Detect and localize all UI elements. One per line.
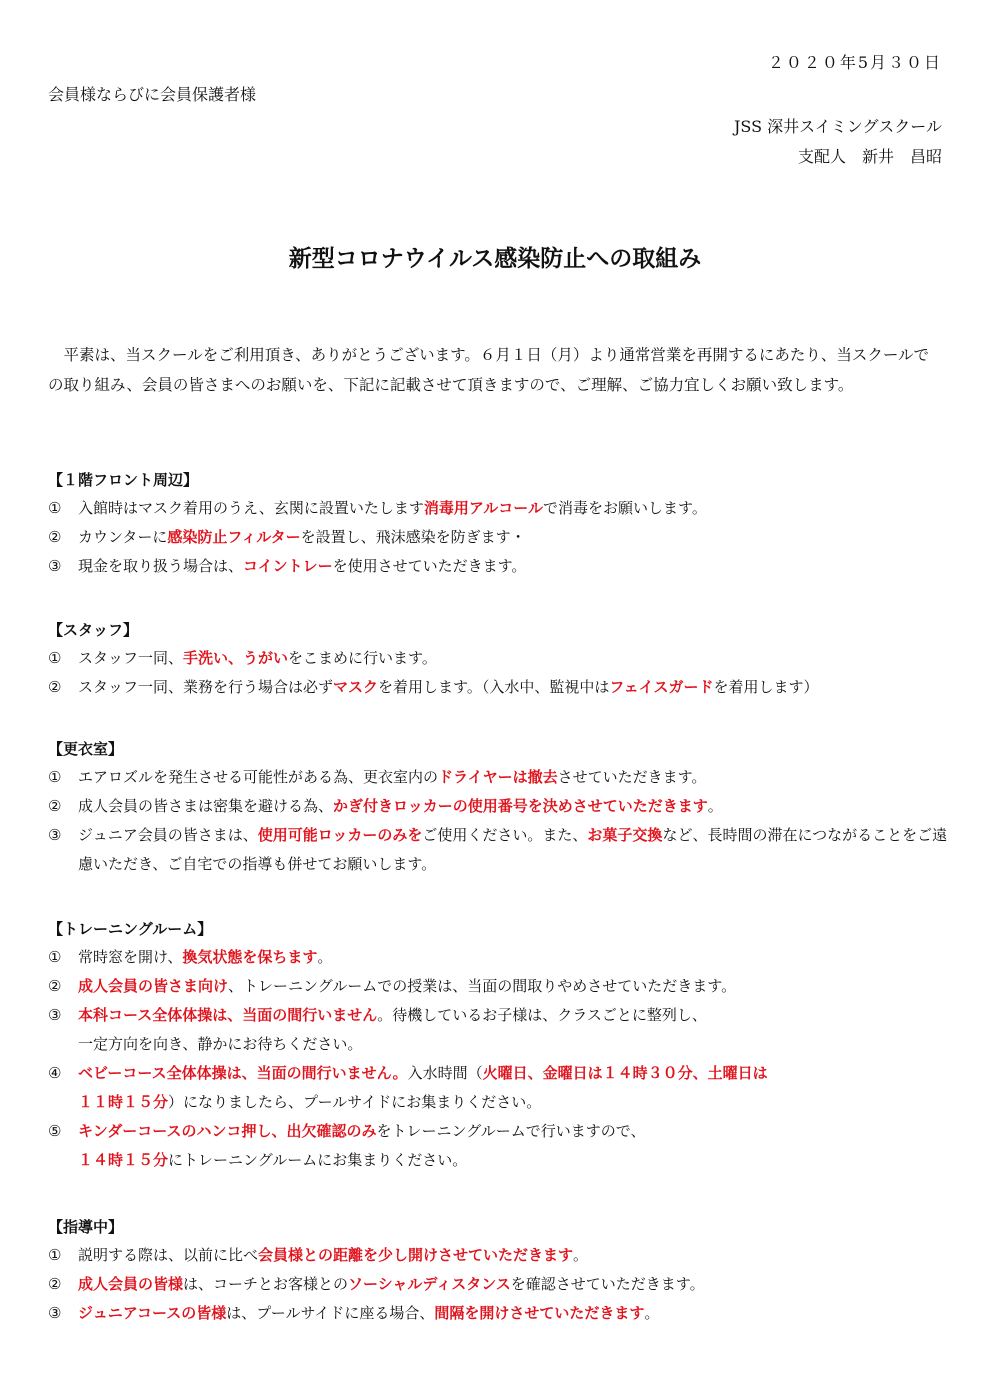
item-number: ⑤ [48, 1122, 62, 1140]
highlight-text: キンダーコースのハンコ押し、出欠確認のみ [78, 1122, 377, 1140]
section-staff [48, 616, 948, 702]
list-item [48, 792, 948, 821]
item-text [78, 644, 948, 673]
body-text: 成人会員の皆さまは密集を避ける為、 [78, 797, 334, 815]
list-item [48, 1241, 948, 1270]
item-number: ② [48, 797, 62, 815]
body-text: を使用させていただきます。 [332, 557, 527, 575]
body-text: 。 [573, 1246, 589, 1264]
body-text: スタッフ一同、業務を行う場合は必ず [78, 678, 334, 696]
section-heading: 【スタッフ】 [48, 621, 139, 639]
item-number: ① [48, 768, 62, 786]
body-text: 。 [707, 797, 723, 815]
list-item [48, 673, 948, 702]
section-heading: 【トレーニングルーム】 [48, 920, 213, 938]
item-text [78, 1117, 948, 1175]
list-item [48, 644, 948, 673]
addressee: 会員様ならびに会員保護者様 [48, 85, 257, 104]
item-text [78, 673, 948, 702]
body-text: 。 [317, 948, 333, 966]
body-text: エアロズルを発生させる可能性がある為、更衣室内の [78, 768, 439, 786]
item-text [78, 552, 948, 581]
item-number: ③ [48, 1006, 62, 1024]
list-item [48, 1299, 948, 1328]
item-text [78, 943, 948, 972]
highlight-text: コイントレー [243, 557, 333, 575]
highlight-text: ドライヤーは撤去 [438, 768, 558, 786]
list-item [48, 1059, 948, 1117]
body-text: をトレーニングルームで行いますので、 [376, 1122, 646, 1140]
item-text [78, 1299, 948, 1328]
highlight-text: １１時１５分 [78, 1093, 169, 1111]
highlight-text: ソーシャルディスタンス [348, 1275, 511, 1293]
body-text: 入館時はマスク着用のうえ、玄関に設置いたします [78, 499, 424, 517]
list-item [48, 523, 948, 552]
item-number: ③ [48, 557, 62, 575]
highlight-text: フェイスガード [609, 678, 714, 696]
highlight-text: ジュニアコースの皆様 [78, 1304, 227, 1322]
item-number: ② [48, 1275, 62, 1293]
section-instruction [48, 1213, 948, 1328]
item-text [78, 494, 948, 523]
manager-name: 支配人 新井 昌昭 [797, 147, 942, 166]
item-text [78, 972, 948, 1001]
list-item [48, 972, 948, 1001]
highlight-text: マスク [333, 678, 379, 696]
highlight-text: １４時１５分 [78, 1151, 169, 1169]
document-title: 新型コロナウイルス感染防止への取組み [288, 245, 702, 272]
item-number: ① [48, 649, 62, 667]
item-text [78, 1241, 948, 1270]
highlight-text: 成人会員の皆さま向け [78, 977, 229, 995]
body-text: 一定方向を向き、静かにお待ちください。 [78, 1035, 363, 1053]
item-number: ③ [48, 826, 62, 844]
list-item [48, 1270, 948, 1299]
intro-paragraph: 平素は、当スクールをご利用頂き、ありがとうございます。６月１日（月）より通常営業を再開するにあたり、当スクールでの取り組み、会員の皆さまへのお願いを、下記に記載させて頂きますので、ご理解、ご協力宜しくお願い致します。 [48, 346, 930, 394]
body-text: 説明する際は、以前に比べ [78, 1246, 259, 1264]
item-number: ② [48, 977, 62, 995]
organization-name: JSS 深井スイミングスクール [733, 117, 942, 136]
body-text: させていただきます。 [557, 768, 707, 786]
list-item [48, 821, 948, 879]
body-text: スタッフ一同、 [78, 649, 184, 667]
item-text [78, 523, 948, 552]
body-text: 。待機しているお子様は、クラスごとに整列し、 [377, 1006, 707, 1024]
item-text [78, 821, 948, 879]
body-text: を設置し、飛沫感染を防ぎます・ [300, 528, 526, 546]
body-text: を着用します。（入水中、監視中は [378, 678, 610, 696]
item-text [78, 1059, 948, 1117]
highlight-text: 感染防止フィルター [167, 528, 301, 546]
section-heading: 【指導中】 [48, 1218, 124, 1236]
highlight-text: 使用可能ロッカーのみを [257, 826, 423, 844]
section-heading: 【更衣室】 [48, 740, 124, 758]
body-text: をこまめに行います。 [288, 649, 437, 667]
highlight-text: 間隔を開けさせていただきます [434, 1304, 645, 1322]
item-number: ② [48, 528, 62, 546]
body-text: は、コーチとお客様との [183, 1275, 349, 1293]
item-number: ③ [48, 1304, 62, 1322]
body-text: で消毒をお願いします。 [543, 499, 707, 517]
highlight-text: 本科コース全体体操は、当面の間行いません [78, 1006, 378, 1024]
section-training-room [48, 915, 948, 1175]
item-number: ② [48, 678, 62, 696]
section-heading: 【１階フロント周辺】 [48, 471, 199, 489]
section-front [48, 466, 948, 581]
body-text: 現金を取り扱う場合は、 [78, 557, 244, 575]
item-text [78, 792, 948, 821]
sender-block [734, 112, 942, 172]
highlight-text: ベビーコース全体体操は、当面の間行いません。 [78, 1064, 408, 1082]
list-item [48, 1001, 948, 1059]
list-item [48, 1117, 948, 1175]
body-text: ）になりましたら、プールサイドにお集まりください。 [168, 1093, 542, 1111]
body-text: は、プールサイドに座る場合、 [226, 1304, 435, 1322]
highlight-text: かぎ付きロッカーの使用番号を決めさせていただきます [333, 797, 708, 815]
body-text: カウンターに [78, 528, 168, 546]
body-text: ご使用ください。また、 [422, 826, 588, 844]
body-text: 常時窓を開け、 [78, 948, 183, 966]
highlight-text: 会員様との距離を少し開けさせていただきます [258, 1246, 574, 1264]
list-item [48, 763, 948, 792]
body-text: にトレーニングルームにお集まりください。 [168, 1151, 468, 1169]
highlight-text: 換気状態を保ちます [182, 948, 318, 966]
body-text: 入水時間（ [407, 1064, 483, 1082]
body-text: など、長時間の滞在につながることをご遠慮いただき、ご自宅での指導も併せてお願いします。 [78, 826, 948, 873]
highlight-text: お菓子交換 [587, 826, 663, 844]
highlight-text: 火曜日、金曜日は１４時３０分、土曜日は [482, 1064, 768, 1082]
item-number: ④ [48, 1064, 62, 1082]
body-text: ジュニア会員の皆さまは、 [78, 826, 258, 844]
item-text [78, 763, 948, 792]
list-item [48, 552, 948, 581]
list-item [48, 943, 948, 972]
body-text: 。 [644, 1304, 660, 1322]
highlight-text: 手洗い、うがい [183, 649, 289, 667]
item-text [78, 1270, 948, 1299]
highlight-text: 成人会員の皆様 [78, 1275, 184, 1293]
list-item [48, 494, 948, 523]
body-text: を着用します） [713, 678, 819, 696]
section-locker-room [48, 735, 948, 879]
body-text: 、トレーニングルームでの授業は、当面の間取りやめさせていただきます。 [228, 977, 737, 995]
item-number: ① [48, 1246, 62, 1264]
highlight-text: 消毒用アルコール [423, 499, 544, 517]
body-text: を確認させていただきます。 [510, 1275, 705, 1293]
document-date: ２０２０年5月３０日 [767, 53, 942, 72]
item-number: ① [48, 499, 62, 517]
item-number: ① [48, 948, 62, 966]
item-text [78, 1001, 948, 1059]
